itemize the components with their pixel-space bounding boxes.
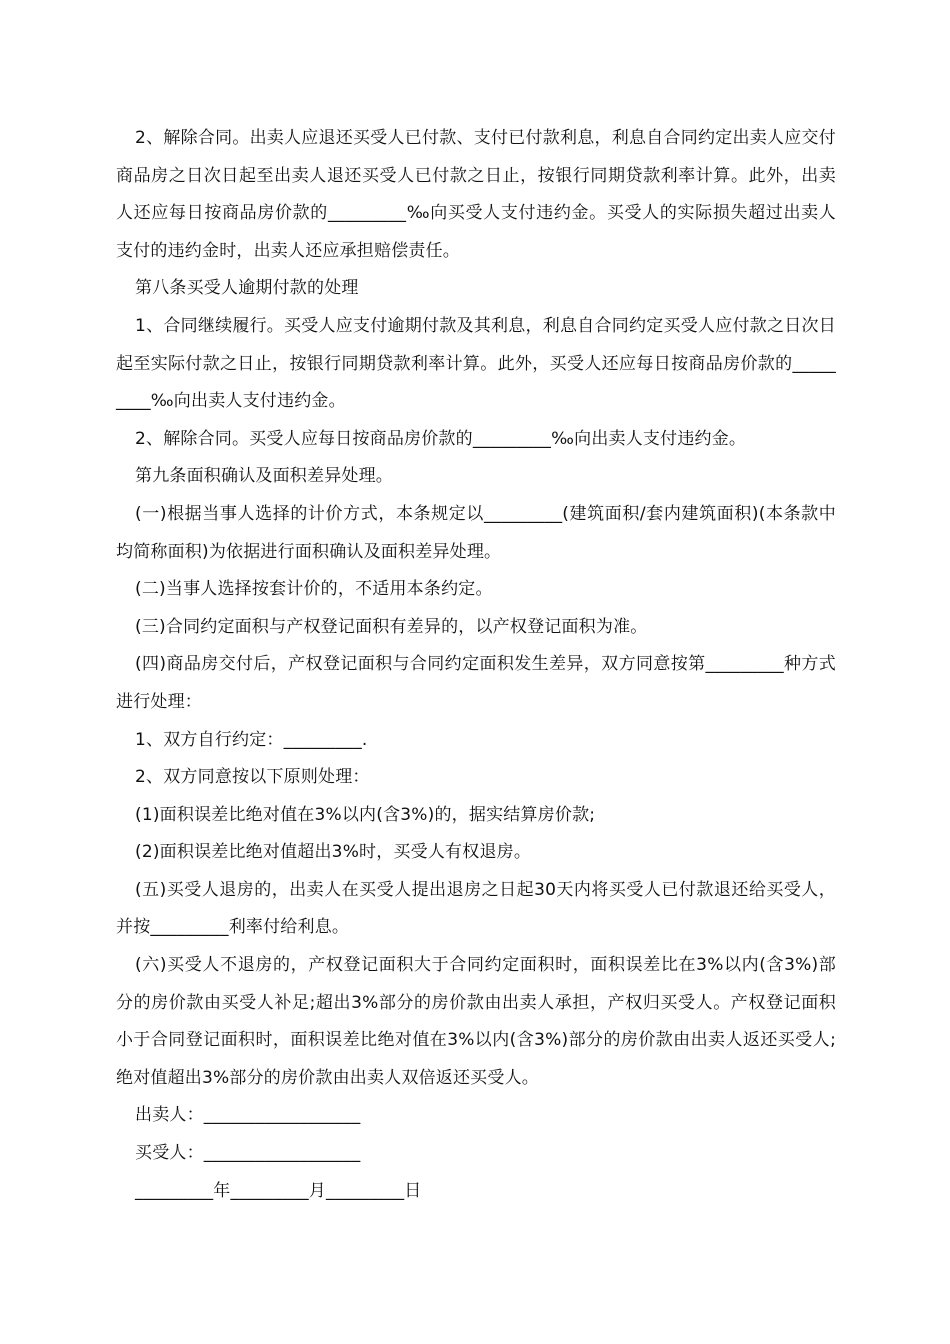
- buyer-signature-line: 买受人：__________________: [135, 1143, 361, 1164]
- clause-8-2-termination: 2、解除合同。买受人应每日按商品房价款的_________‰向出卖人支付违约金。: [135, 428, 747, 449]
- clause-9-4-rule-1: (1)面积误差比绝对值在3%以内(含3%)的，据实结算房价款;: [135, 804, 596, 825]
- clause-9-6: (六)买受人不退房的，产权登记面积大于合同约定面积时，面积误差比在3%以内(含3%)部分的房价款由买受人补足;超出3%部分的房价款由出卖人承担，产权归买受人。产权登记面积小于合同登记面积时，面积误差比绝对值在3%以内(含3%)部分的房价款由出卖人返还买受人;绝对值超出3%部分的房价款由出卖人双倍返还买受人。: [116, 955, 836, 1088]
- article-8-heading: 第八条买受人逾期付款的处理: [135, 278, 359, 299]
- contract-body: [116, 120, 836, 1210]
- date-line: _________年_________月_________日: [135, 1180, 422, 1201]
- clause-9-4-option-1: 1、双方自行约定：_________.: [135, 729, 368, 750]
- seller-signature-line: 出卖人：__________________: [135, 1105, 361, 1126]
- clause-7-2-termination: 2、解除合同。出卖人应退还买受人已付款、支付已付款利息，利息自合同约定出卖人应交付商品房之日次日起至出卖人退还买受人已付款之日止，按银行同期贷款利率计算。此外，出卖人还应每日按商品房价款的_________‰向买受人支付违约金。买受人的实际损失超过出卖人支付的违约金时，出卖人还应承担赔偿责任。: [116, 128, 836, 261]
- clause-9-4-rule-2: (2)面积误差比绝对值超出3%时，买受人有权退房。: [135, 842, 532, 863]
- clause-9-3: (三)合同约定面积与产权登记面积有差异的，以产权登记面积为准。: [135, 616, 648, 637]
- clause-9-4-option-2: 2、双方同意按以下原则处理：: [135, 767, 370, 788]
- clause-8-1-continue: 1、合同继续履行。买受人应支付逾期付款及其利息，利息自合同约定买受人应付款之日次日起至实际付款之日止，按银行同期贷款利率计算。此外，买受人还应每日按商品房价款的_________‰向出卖人支付违约金。: [116, 315, 836, 412]
- clause-9-5: (五)买受人退房的，出卖人在买受人提出退房之日起30天内将买受人已付款退还给买受人，并按_________利率付给利息。: [116, 879, 836, 938]
- clause-9-2: (二)当事人选择按套计价的，不适用本条约定。: [135, 579, 493, 600]
- clause-9-4: (四)商品房交付后，产权登记面积与合同约定面积发生差异，双方同意按第_________种方式进行处理：: [116, 654, 836, 712]
- article-9-heading: 第九条面积确认及面积差异处理。: [135, 466, 393, 487]
- clause-9-1: (一)根据当事人选择的计价方式，本条规定以_________(建筑面积/套内建筑面积)(本条款中均简称面积)为依据进行面积确认及面积差异处理。: [116, 503, 836, 562]
